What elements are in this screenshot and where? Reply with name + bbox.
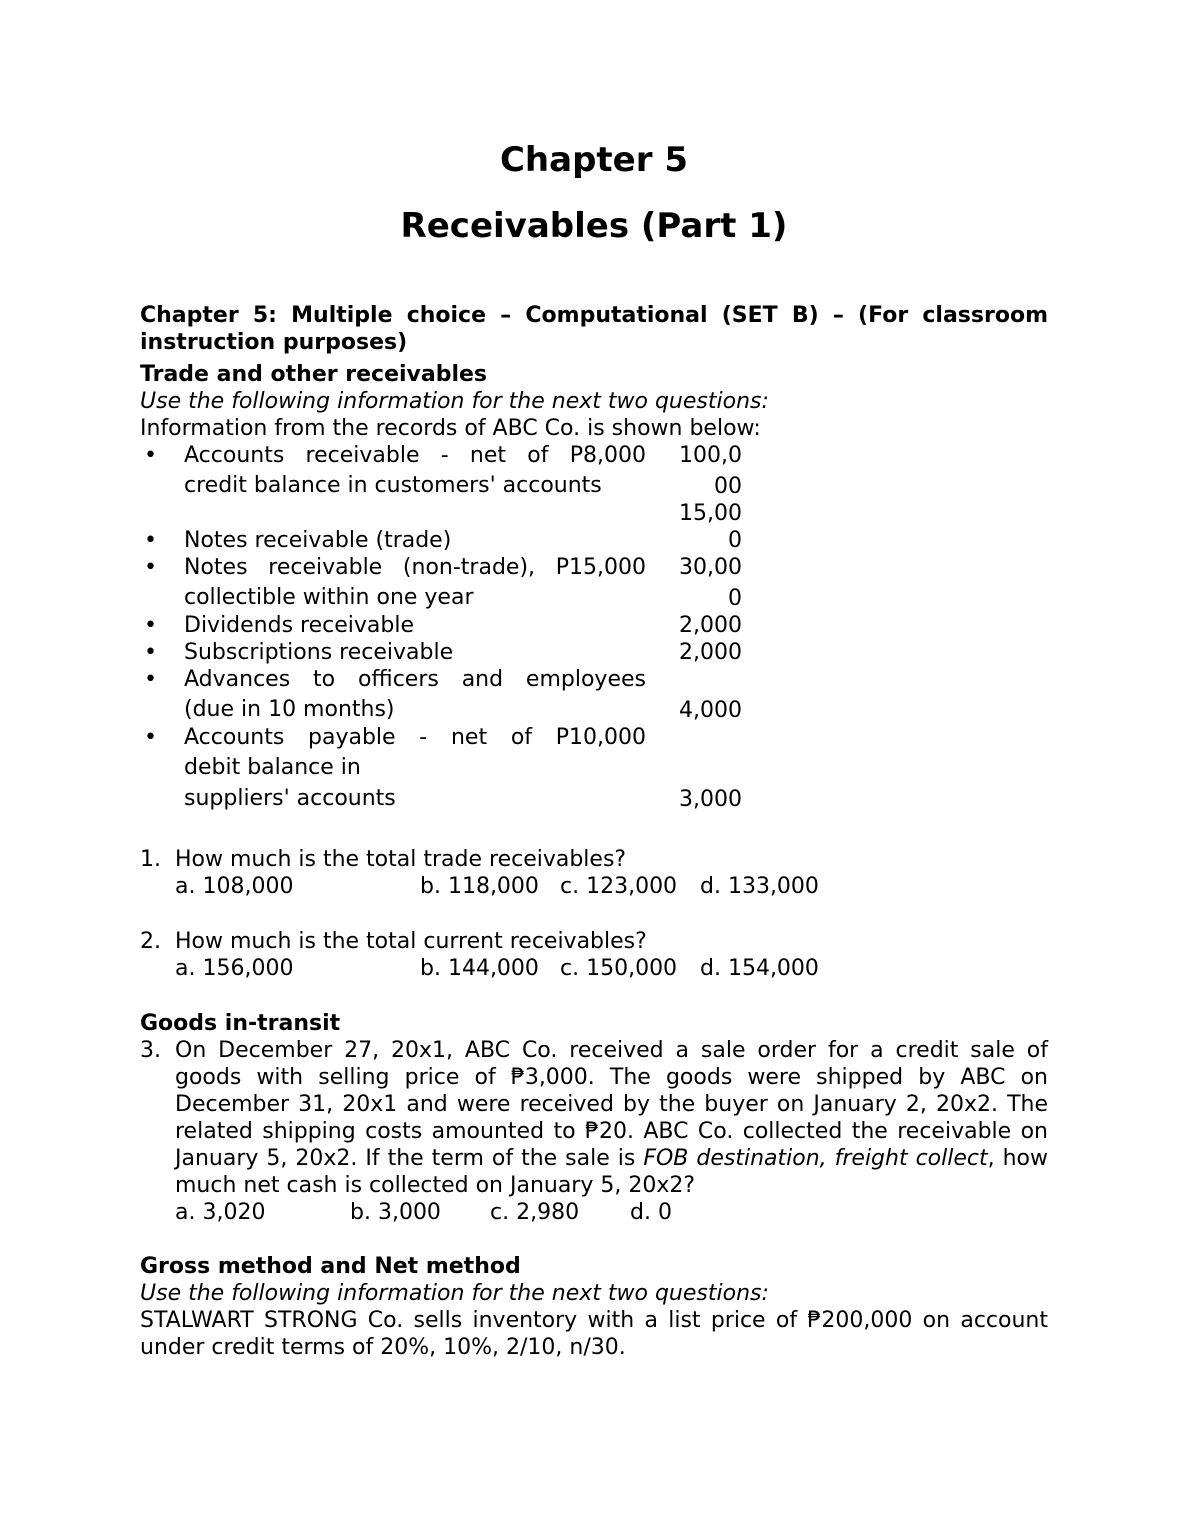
bullet-icon: • bbox=[144, 613, 157, 638]
set-title: Chapter 5: Multiple choice – Computational (SET B) – (For classroom instruction purposes) bbox=[140, 303, 1048, 355]
item-desc: credit balance in customers' accounts bbox=[184, 473, 602, 498]
question-number: 3. bbox=[140, 1038, 161, 1063]
choice-b[interactable]: b. 3,000 bbox=[350, 1200, 441, 1225]
section-heading-trade-receivables: Trade and other receivables bbox=[140, 362, 488, 387]
receivables-list bbox=[140, 442, 780, 814]
choice-d[interactable]: d. 0 bbox=[630, 1200, 672, 1225]
item-amount: 0 bbox=[728, 586, 742, 611]
list-item bbox=[140, 612, 780, 639]
section-intro: Information from the records of ABC Co. is shown below: bbox=[140, 416, 761, 441]
list-item bbox=[140, 554, 780, 612]
bullet-icon: • bbox=[144, 667, 157, 692]
item-desc: suppliers' accounts bbox=[184, 786, 396, 811]
choice-c[interactable]: c. 2,980 bbox=[490, 1200, 580, 1225]
chapter-title: Chapter 5 bbox=[499, 140, 688, 180]
choice-a[interactable]: a. 108,000 bbox=[175, 874, 294, 899]
item-amount: 4,000 bbox=[679, 698, 742, 723]
item-desc: (due in 10 months) bbox=[184, 697, 395, 722]
section-instruction: Use the following information for the next two questions: bbox=[140, 1281, 769, 1306]
item-desc: Advances to officers and employees bbox=[184, 667, 646, 692]
section-heading-goods-in-transit: Goods in-transit bbox=[140, 1011, 341, 1036]
item-amount: 2,000 bbox=[679, 640, 742, 665]
question-text-part: On December 27, 20x1, ABC Co. received a sale order for a credit sale of goods with selling price of ₱3,000. The goods were shipped by ABC on December 31, 20x1 and were received by the buyer on January 2, 20x2. The related shipping costs amounted to ₱20. ABC Co. collected the receivable on January 5, 20x2. If the term of the sale is bbox=[175, 1038, 1048, 1171]
choice-b[interactable]: b. 144,000 bbox=[420, 956, 539, 981]
item-amount: 2,000 bbox=[679, 613, 742, 638]
list-item bbox=[140, 527, 780, 554]
choice-d[interactable]: d. 154,000 bbox=[700, 956, 819, 981]
item-desc: Notes receivable (trade) bbox=[184, 528, 452, 553]
question-number: 1. bbox=[140, 847, 161, 872]
item-amount: 100,0 bbox=[679, 443, 742, 468]
question-text: How much is the total current receivables? bbox=[175, 929, 647, 954]
list-item bbox=[140, 724, 780, 814]
item-desc: debit balance in bbox=[184, 755, 361, 780]
question-text-italic: FOB destination, freight collect bbox=[643, 1146, 988, 1171]
choices bbox=[175, 955, 1048, 982]
chapter-subtitle: Receivables (Part 1) bbox=[400, 206, 788, 246]
section-text: STALWART STRONG Co. sells inventory with a list price of ₱200,000 on account under credit terms of 20%, 10%, 2/10, n/30. bbox=[140, 1308, 1048, 1360]
question-text bbox=[175, 1037, 1048, 1199]
item-amount: 00 bbox=[714, 474, 742, 499]
question-number: 2. bbox=[140, 929, 161, 954]
question-3 bbox=[140, 1037, 1048, 1226]
item-desc: Notes receivable (non-trade), P15,000 bbox=[184, 555, 646, 580]
question-text: How much is the total trade receivables? bbox=[175, 847, 627, 872]
choice-b[interactable]: b. 118,000 bbox=[420, 874, 539, 899]
section-heading-gross-net-method: Gross method and Net method bbox=[140, 1254, 521, 1279]
bullet-icon: • bbox=[144, 725, 157, 750]
choice-d[interactable]: d. 133,000 bbox=[700, 874, 819, 899]
item-amount: 15,00 bbox=[679, 501, 742, 526]
section-instruction: Use the following information for the next two questions: bbox=[140, 389, 769, 414]
item-desc: collectible within one year bbox=[184, 585, 474, 610]
choice-c[interactable]: c. 150,000 bbox=[560, 956, 678, 981]
bullet-icon: • bbox=[144, 640, 157, 665]
bullet-icon: • bbox=[144, 443, 157, 468]
question-2 bbox=[140, 928, 1048, 982]
item-desc: Subscriptions receivable bbox=[184, 640, 454, 665]
item-desc: Accounts payable - net of P10,000 bbox=[184, 725, 646, 750]
item-amount: 0 bbox=[728, 528, 742, 553]
bullet-icon: • bbox=[144, 528, 157, 553]
choices bbox=[175, 873, 1048, 900]
choice-a[interactable]: a. 156,000 bbox=[175, 956, 294, 981]
item-amount: 3,000 bbox=[679, 787, 742, 812]
item-amount: 30,00 bbox=[679, 555, 742, 580]
choice-a[interactable]: a. 3,020 bbox=[175, 1200, 266, 1225]
bullet-icon: • bbox=[144, 555, 157, 580]
list-item bbox=[140, 666, 780, 724]
item-desc: Accounts receivable - net of P8,000 bbox=[184, 443, 646, 468]
question-1 bbox=[140, 846, 1048, 900]
choices bbox=[175, 1199, 1048, 1226]
item-desc: Dividends receivable bbox=[184, 613, 415, 638]
list-item bbox=[140, 442, 780, 527]
choice-c[interactable]: c. 123,000 bbox=[560, 874, 678, 899]
list-item bbox=[140, 639, 780, 666]
question-text-part: , how much net cash is collected on January 5, 20x2? bbox=[175, 1146, 1049, 1198]
